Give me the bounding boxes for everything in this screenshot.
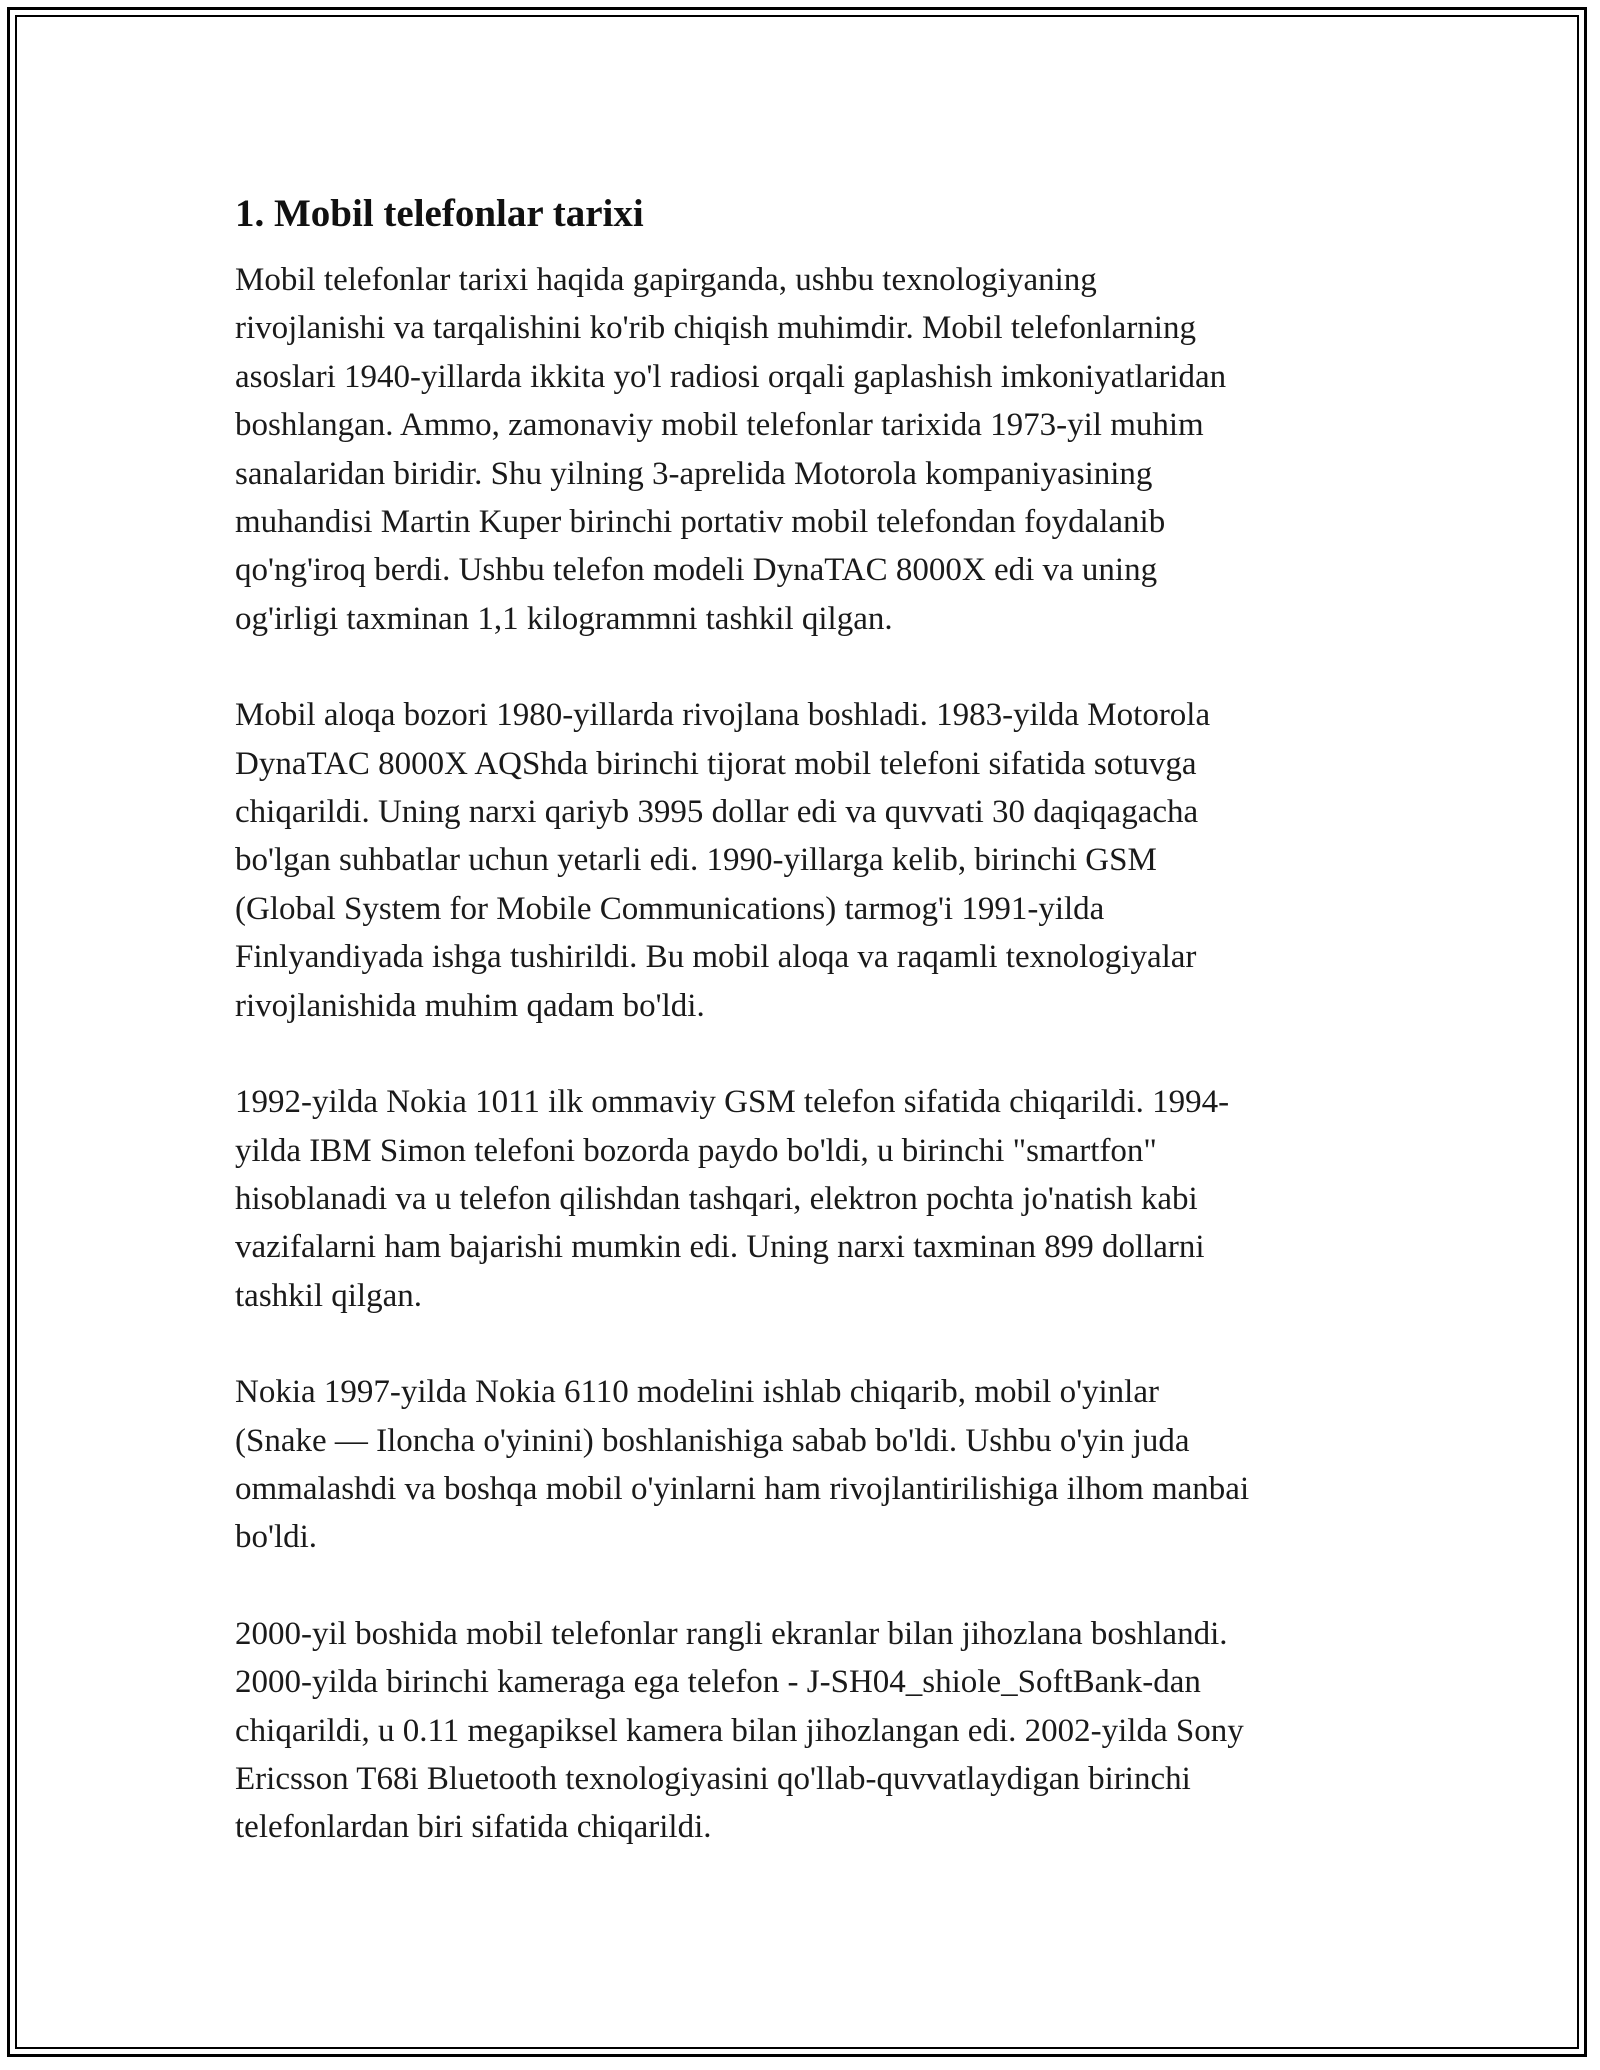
paragraph-1: [235, 256, 1365, 643]
text-line: asoslari 1940-yillarda ikkita yo'l radiosi orqali gaplashish imkoniyatlaridan: [235, 358, 1227, 395]
text-line: tashkil qilgan.: [235, 1277, 422, 1314]
paragraph-3: [235, 1078, 1365, 1320]
text-line: muhandisi Martin Kuper birinchi portativ mobil telefondan foydalanib: [235, 504, 1166, 541]
paragraph-5: [235, 1610, 1365, 1852]
text-line: Mobil telefonlar tarixi haqida gapirganda, ushbu texnologiyaning: [235, 262, 1097, 298]
text-line: Nokia 1997-yilda Nokia 6110 modelini ishlab chiqarib, mobil o'yinlar: [235, 1374, 1159, 1411]
text-line: qo'ng'iroq berdi. Ushbu telefon modeli DynaTAC 8000X edi va uning: [235, 552, 1158, 589]
text-line: Mobil aloqa bozori 1980-yillarda rivojlana boshladi. 1983-yilda Motorola: [235, 697, 1211, 734]
text-line: boshlangan. Ammo, zamonaviy mobil telefonlar tarixida 1973-yil muhim: [235, 407, 1204, 444]
text-line: yilda IBM Simon telefoni bozorda paydo bo'ldi, u birinchi "smartfon": [235, 1132, 1157, 1169]
text-line: (Snake — Iloncha o'yinini) boshlanishiga sabab bo'ldi. Ushbu o'yin juda: [235, 1422, 1190, 1459]
text-line: Ericsson T68i Bluetooth texnologiyasini qo'llab-quvvatlaydigan birinchi: [235, 1760, 1191, 1797]
text-line: chiqarildi, u 0.11 megapiksel kamera bilan jihozlangan edi. 2002-yilda Sony: [235, 1712, 1244, 1749]
text-line: 2000-yilda birinchi kameraga ega telefon - J-SH04_shiole_SoftBank-dan: [235, 1664, 1201, 1701]
paragraph-2: [235, 691, 1365, 1030]
section-heading: 1. Mobil telefonlar tarixi: [235, 192, 644, 235]
text-line: og'irligi taxminan 1,1 kilogrammni tashkil qilgan.: [235, 600, 893, 637]
text-line: bo'ldi.: [235, 1519, 318, 1556]
text-line: Finlyandiyada ishga tushirildi. Bu mobil aloqa va raqamli texnologiyalar: [235, 939, 1197, 976]
text-line: rivojlanishi va tarqalishini ko'rib chiqish muhimdir. Mobil telefonlarning: [235, 310, 1196, 347]
document-body: [235, 188, 1365, 1900]
text-line: telefonlardan biri sifatida chiqarildi.: [235, 1809, 712, 1846]
paragraph-4: [235, 1368, 1365, 1562]
text-line: vazifalarni ham bajarishi mumkin edi. Uning narxi taxminan 899 dollarni: [235, 1229, 1205, 1266]
text-line: bo'lgan suhbatlar uchun yetarli edi. 1990-yillarga kelib, birinchi GSM: [235, 842, 1157, 879]
text-line: rivojlanishida muhim qadam bo'ldi.: [235, 987, 705, 1024]
text-line: DynaTAC 8000X AQShda birinchi tijorat mobil telefoni sifatida sotuvga: [235, 745, 1197, 782]
text-line: (Global System for Mobile Communications) tarmog'i 1991-yilda: [235, 890, 1105, 927]
text-line: hisoblanadi va u telefon qilishdan tashqari, elektron pochta jo'natish kabi: [235, 1180, 1198, 1217]
text-line: sanalaridan biridir. Shu yilning 3-aprelida Motorola kompaniyasining: [235, 455, 1153, 492]
text-line: 1992-yilda Nokia 1011 ilk ommaviy GSM telefon sifatida chiqarildi. 1994-: [235, 1084, 1230, 1121]
text-line: chiqarildi. Uning narxi qariyb 3995 dollar edi va quvvati 30 daqiqagacha: [235, 794, 1199, 831]
text-line: 2000-yil boshida mobil telefonlar rangli ekranlar bilan jihozlana boshlandi.: [235, 1615, 1228, 1652]
text-line: ommalashdi va boshqa mobil o'yinlarni ham rivojlantirilishiga ilhom manbai: [235, 1470, 1250, 1507]
